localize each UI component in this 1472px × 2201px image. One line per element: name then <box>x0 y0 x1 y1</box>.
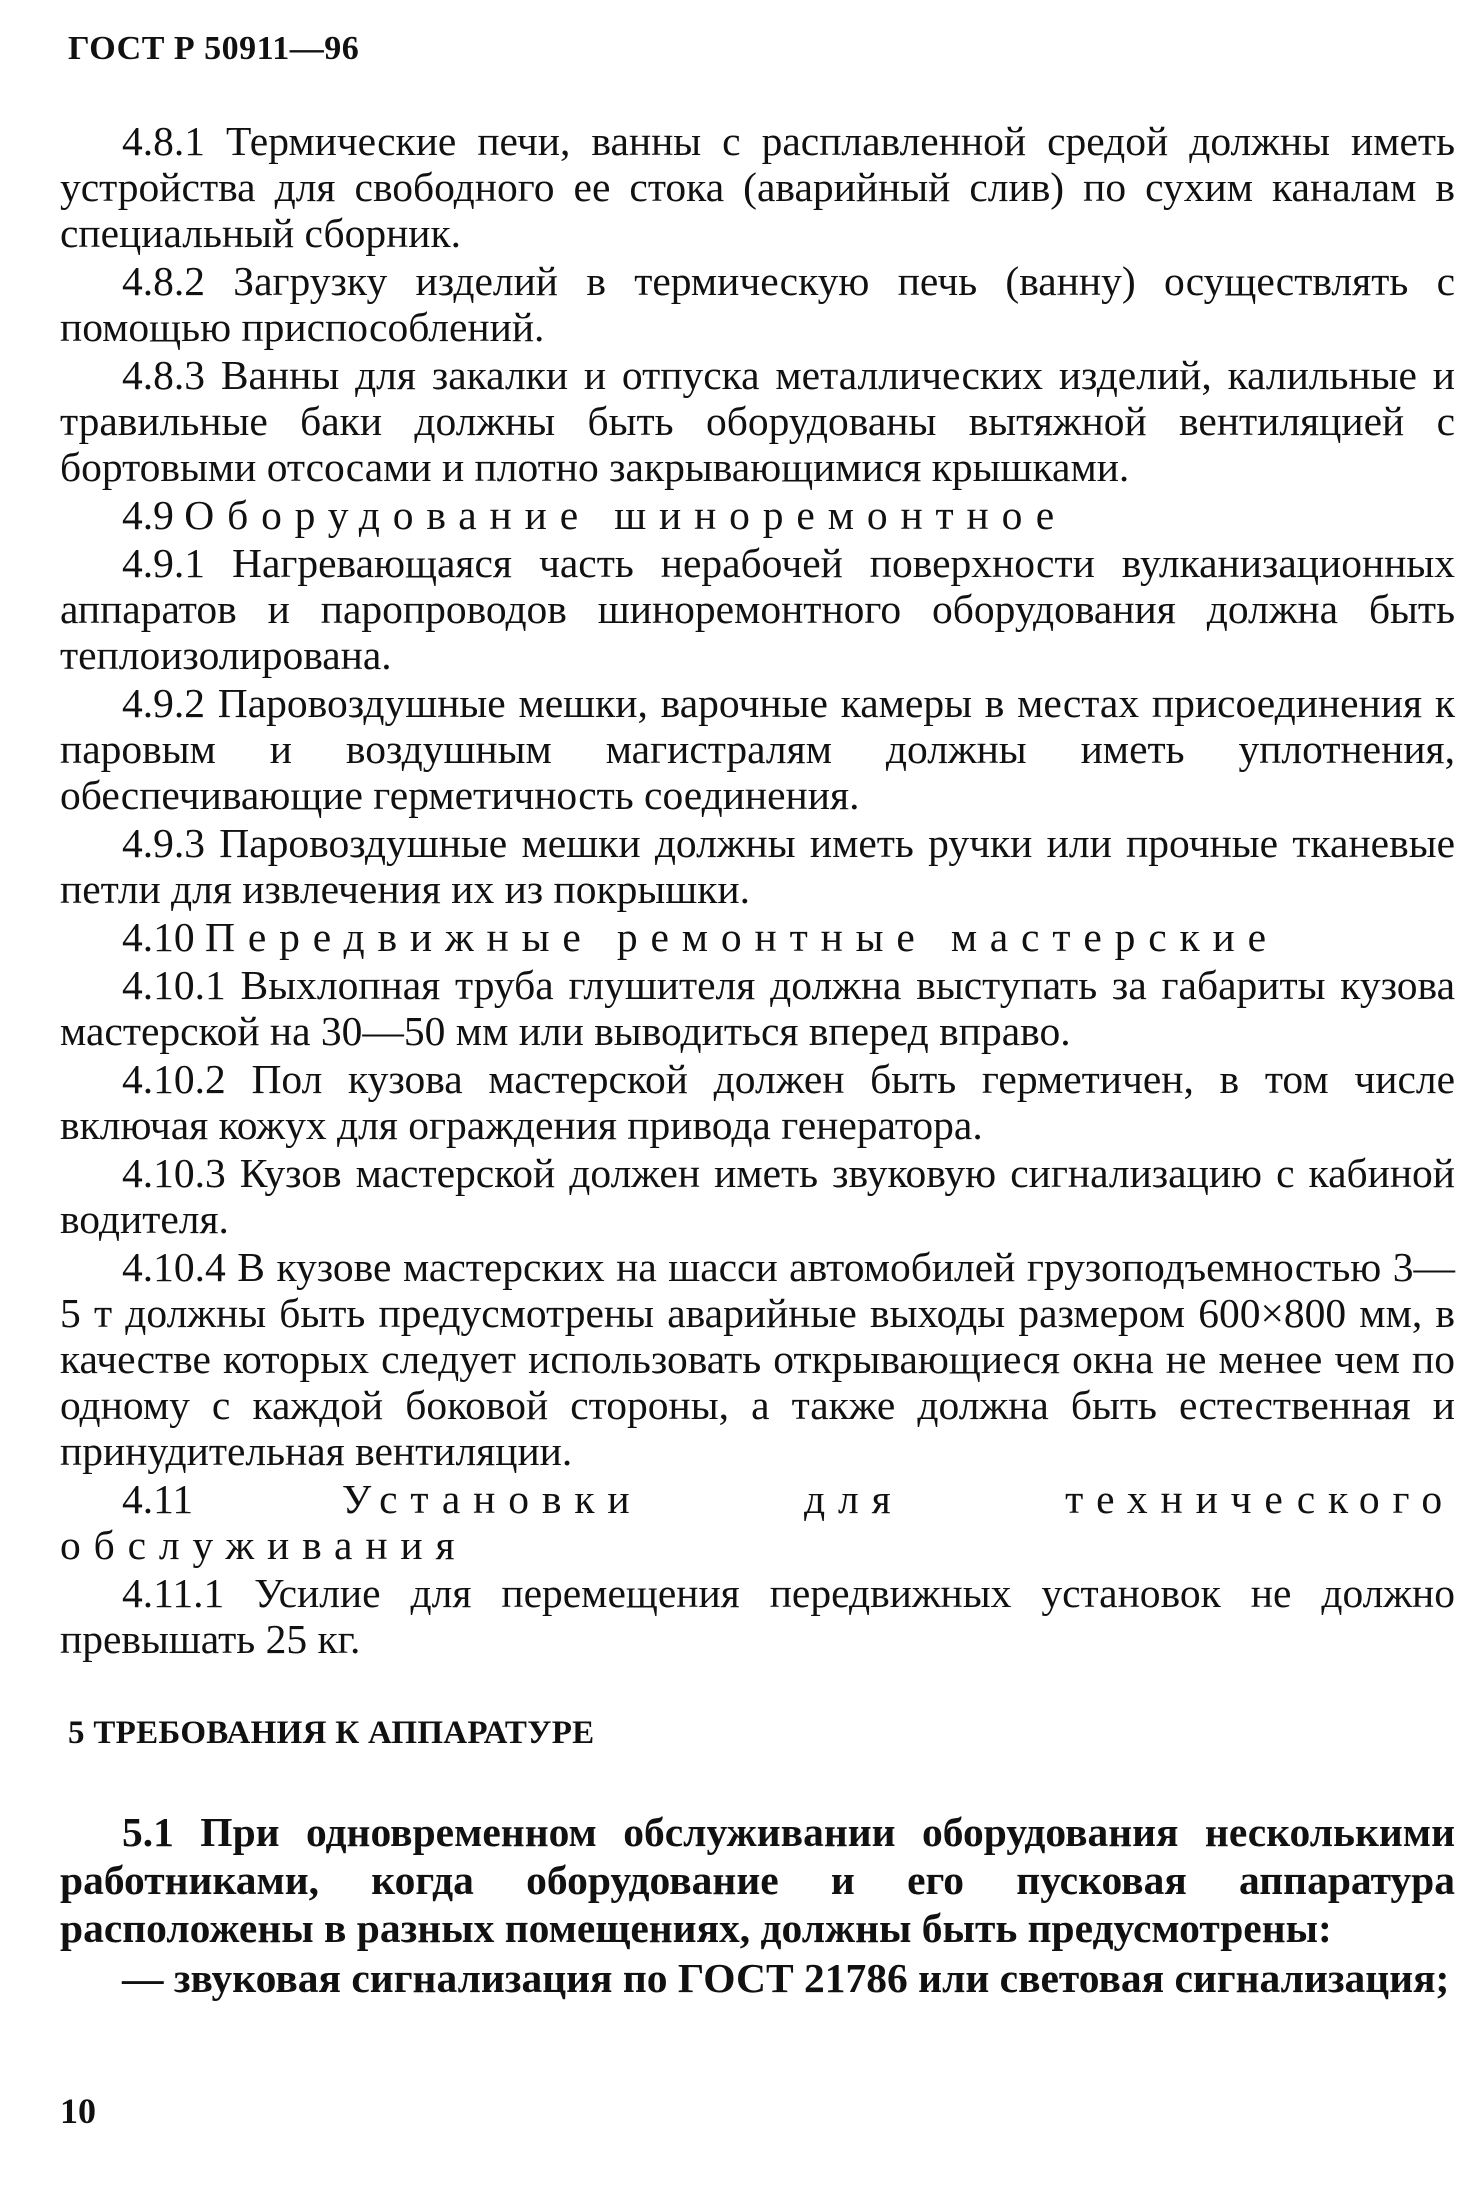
paragraph-4-10-4: 4.10.4 В кузове мастерских на шасси автомобилей грузоподъемностью 3—5 т должны быть предусмотрены аварийные выходы размером 600×800 мм, в качестве которых следует использовать открывающиеся окна не менее чем по одному с каждой боковой стороны, а также должна быть естественная и принудительная вентиляции. <box>60 1244 1455 1474</box>
section-heading: 5 ТРЕБОВАНИЯ К АППАРАТУРЕ <box>68 1715 595 1751</box>
paragraph-4-9-3: 4.9.3 Паровоздушные мешки должны иметь ручки или прочные тканевые петли для извлечения их из покрышки. <box>60 820 1455 912</box>
subsection-4-9 <box>60 492 1455 538</box>
paragraph-4-10-3: 4.10.3 Кузов мастерской должен иметь звуковую сигнализацию с кабиной водителя. <box>60 1150 1455 1242</box>
paragraph-4-10-1: 4.10.1 Выхлопная труба глушителя должна выступать за габариты кузова мастерской на 30—50 мм или выводиться вперед вправо. <box>60 962 1455 1054</box>
paragraph-4-8-2: 4.8.2 Загрузку изделий в термическую печь (ванну) осуществлять с помощью приспособлений. <box>60 258 1455 350</box>
subsection-title: Оборудование шиноремонтное <box>184 492 1067 538</box>
page-number: 10 <box>60 2091 96 2131</box>
subsection-number: 4.10 <box>122 914 195 960</box>
subsection-4-10 <box>60 914 1455 960</box>
subsection-4-11 <box>60 1476 1455 1568</box>
paragraph-5-1: 5.1 При одновременном обслуживании оборудования несколькими работниками, когда оборудование и его пусковая аппаратура расположены в разных помещениях, должны быть предусмотрены: <box>60 1809 1455 1951</box>
paragraph-4-10-2: 4.10.2 Пол кузова мастерской должен быть герметичен, в том числе включая кожух для ограждения привода генератора. <box>60 1056 1455 1148</box>
section-text <box>60 1808 1455 2004</box>
subsection-number: 4.9 <box>122 492 174 538</box>
paragraph-4-9-1: 4.9.1 Нагревающаяся часть нерабочей поверхности вулканизационных аппаратов и паропроводов шиноремонтного оборудования должна быть теплоизолирована. <box>60 540 1455 678</box>
body-text <box>60 118 1455 1664</box>
list-item: — звуковая сигнализация по ГОСТ 21786 или световая сигнализация; <box>122 1955 1450 2001</box>
subsection-title: Передвижные ремонтные мастерские <box>205 914 1279 960</box>
paragraph-4-8-1: 4.8.1 Термические печи, ванны с расплавленной средой должны иметь устройства для свободного ее стока (аварийный слив) по сухим каналам в специальный сборник. <box>60 118 1455 256</box>
paragraph-4-11-1: 4.11.1 Усилие для перемещения передвижных установок не должно превышать 25 кг. <box>60 1570 1455 1662</box>
document-header: ГОСТ Р 50911—96 <box>68 30 360 67</box>
paragraph-4-9-2: 4.9.2 Паровоздушные мешки, варочные камеры в местах присоединения к паровым и воздушным магистралям должны иметь уплотнения, обеспечивающие герметичность соединения. <box>60 680 1455 818</box>
subsection-title: Установки для технического обслуживания <box>60 1476 1456 1568</box>
paragraph-4-8-3: 4.8.3 Ванны для закалки и отпуска металлических изделий, калильные и травильные баки должны быть оборудованы вытяжной вентиляцией с бортовыми отсосами и плотно закрывающимися крышками. <box>60 352 1455 490</box>
subsection-number: 4.11 <box>122 1476 194 1522</box>
